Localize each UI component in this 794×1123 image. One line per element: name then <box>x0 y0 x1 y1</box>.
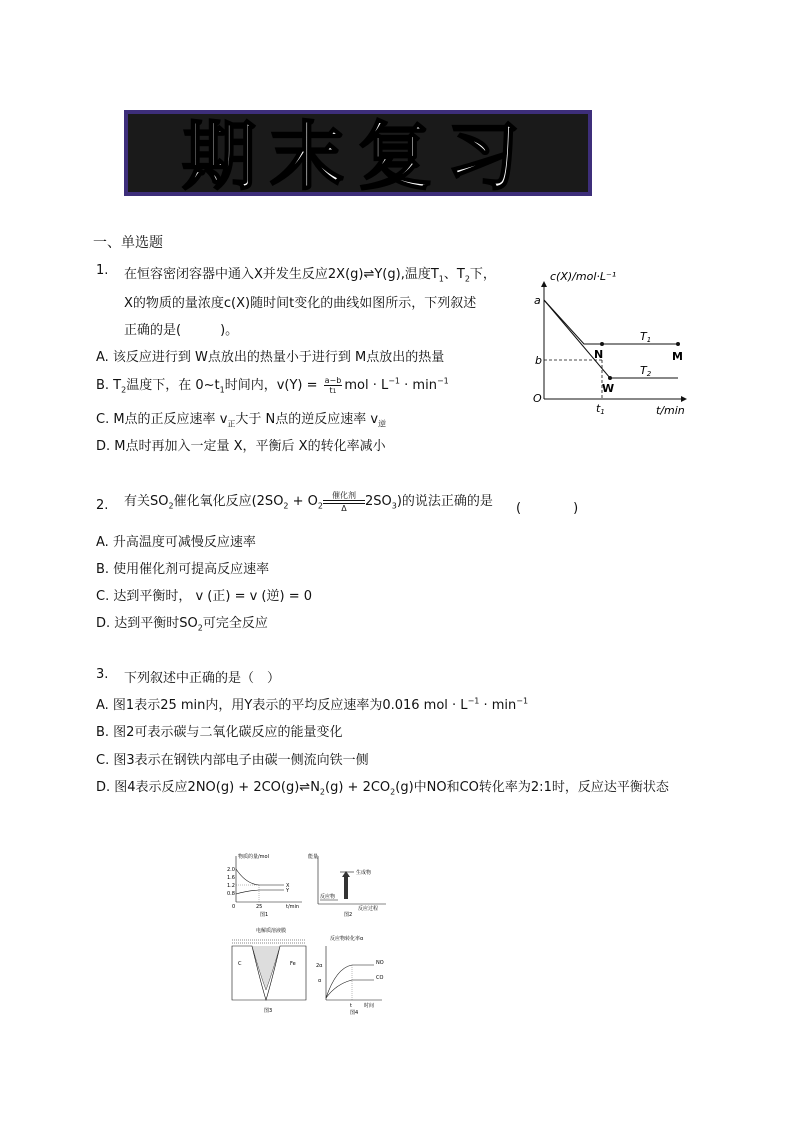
svg-text:图4: 图4 <box>350 1010 359 1016</box>
q1-line1: 在恒容密闭容器中通入X并发生反应2X(g)⇌Y(g),温度$T_1$、$T_2$下， <box>124 267 496 284</box>
label-a: a <box>534 294 541 307</box>
q3-option-d: D. 图4表示反应$2NO(g) + 2CO(g)\rightleftharpoons N_2(g) + 2CO_2(g)$中NO和CO转化率为2:1时，反应达平衡状态 <box>96 780 669 797</box>
svg-text:反应过程: 反应过程 <box>358 906 379 912</box>
svg-text:图1: 图1 <box>260 912 269 918</box>
q2-option-a: A. 升高温度可减慢反应速率 <box>96 535 256 550</box>
q3-option-c: C. 图3表示在钢铁内部电子由碳一侧流向铁一侧 <box>96 753 369 768</box>
label-origin: O <box>533 392 542 405</box>
svg-text:α: α <box>318 978 322 984</box>
svg-text:1.2: 1.2 <box>227 883 235 889</box>
svg-text:CO: CO <box>376 975 384 981</box>
q1-option-a: A. 该反应进行到 W点放出的热量小于进行到 M点放出的热量 <box>96 350 445 365</box>
q1-line3: 正确的是( )。 <box>124 323 239 338</box>
svg-text:NO: NO <box>376 960 384 966</box>
svg-text:25: 25 <box>256 904 263 910</box>
banner-text: 期末复习 <box>182 114 534 200</box>
svg-text:生成物: 生成物 <box>356 870 372 876</box>
q1-line2: X的物质的量浓度c(X)随时间t变化的曲线如图所示，下列叙述 <box>124 296 477 311</box>
q2-stem: 有关$SO_2$催化氧化反应($2SO_2 + O_2$催化剂 Δ $2SO_3$)的说法正确的是 <box>124 490 493 513</box>
q1-option-b: B. $T_2$温度下，在 $0\sim t_1$时间内，v(Y) = $\frac{a-b}{t1}$ mol · $L^{-1} \cdot \min^{-1}$ <box>96 375 449 395</box>
label-t1-curve: T1 <box>640 330 652 344</box>
catalyst-arrow: 催化剂 Δ <box>323 491 365 513</box>
q2-number: 2. <box>96 498 109 513</box>
graph-ylabel: c(X)/mol·L⁻¹ <box>550 270 617 283</box>
label-w: W <box>602 382 615 395</box>
svg-text:1.6: 1.6 <box>227 875 235 881</box>
svg-text:t/min: t/min <box>286 904 300 910</box>
svg-text:t: t <box>350 1003 352 1009</box>
label-b: b <box>535 354 542 367</box>
svg-text:时间: 时间 <box>364 1003 375 1009</box>
q2-option-b: B. 使用催化剂可提高反应速率 <box>96 562 270 577</box>
graph-xlabel: t/min <box>656 404 685 417</box>
curve-t1 <box>544 300 678 344</box>
svg-text:图3: 图3 <box>264 1008 273 1014</box>
q1-number: 1. <box>96 263 109 278</box>
svg-text:0: 0 <box>232 904 236 910</box>
svg-text:图2: 图2 <box>344 912 353 918</box>
curve-t2 <box>544 300 678 378</box>
q1-option-c: C. M点的正反应速率 $v_正$大于 N点的逆反应速率 $v_逆$ <box>96 412 387 429</box>
q3-stem: 下列叙述中正确的是（ ） <box>124 671 281 686</box>
svg-text:能量: 能量 <box>308 854 319 860</box>
svg-text:2.0: 2.0 <box>227 867 235 873</box>
figure-1 <box>227 853 302 918</box>
figure-2 <box>308 853 386 918</box>
svg-text:反应物转化率α: 反应物转化率α <box>330 936 364 942</box>
label-n: N <box>594 348 604 361</box>
svg-text:Y: Y <box>286 888 290 894</box>
svg-text:0.8: 0.8 <box>227 891 235 897</box>
q1-concentration-graph <box>528 266 690 418</box>
svg-text:C: C <box>238 961 242 967</box>
label-m: M <box>672 350 683 363</box>
q3-option-a: A. 图1表示25 min内，用Y表示的平均反应速率为0.016 mol · $L^{-1} \cdot \min^{-1}$ <box>96 696 529 713</box>
q3-option-b: B. 图2可表示碳与二氧化碳反应的能量变化 <box>96 725 343 740</box>
svg-text:电解质溶液膜: 电解质溶液膜 <box>256 928 287 934</box>
q2-option-d: D. 达到平衡时$SO_2$可完全反应 <box>96 616 268 633</box>
q2-option-c: C. 达到平衡时， v (正) = v (逆) = 0 <box>96 589 312 604</box>
section-heading: 一、单选题 <box>93 235 163 251</box>
svg-text:2α: 2α <box>316 963 323 969</box>
q3-number: 3. <box>96 667 109 682</box>
label-t2-curve: T2 <box>640 364 652 378</box>
svg-text:Fe: Fe <box>290 961 296 967</box>
q1-option-d: D. M点时再加入一定量 X，平衡后 X的转化率减小 <box>96 439 386 454</box>
svg-text:X: X <box>286 883 290 889</box>
banner-title-graphic <box>122 104 594 200</box>
svg-text:反应物: 反应物 <box>320 894 336 900</box>
q2-answer-paren: ( ) <box>516 501 579 516</box>
q3-figures <box>226 850 398 1018</box>
figure-4 <box>316 935 384 1016</box>
figure-3 <box>232 927 306 1014</box>
svg-text:物质的量/mol: 物质的量/mol <box>238 854 270 860</box>
label-t1-axis: t1 <box>596 402 605 416</box>
